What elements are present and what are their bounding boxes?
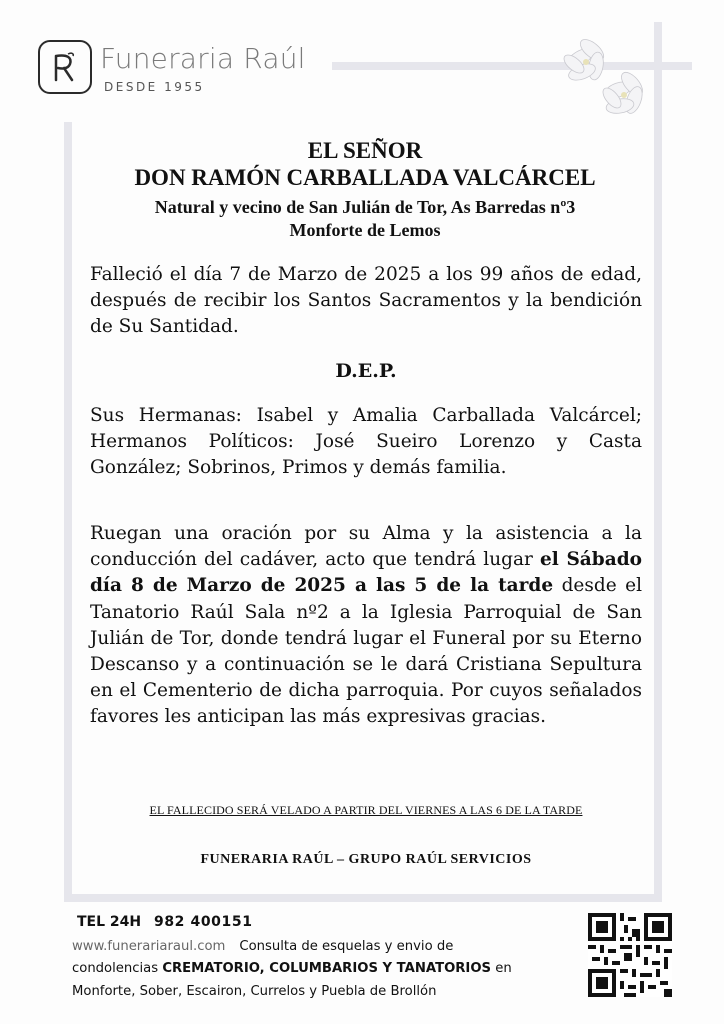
notice-title: EL SEÑOR: [307, 138, 423, 163]
brand-since: DESDE 1955: [104, 80, 205, 94]
ceremony-rest: desde el Tanatorio Raúl Sala nº2 a la Iglesia Parroquial de San Julián de Tor, donde tendrá lugar el Funeral por su Eterno Descanso y a continuación se le dará Cristiana Sepultura en el Cementerio de dicha parroquia. Por cuyos señalados favores les anticipan las más expresivas gracias.: [90, 575, 643, 728]
logo-mark-icon: [46, 48, 86, 88]
brand-name: Funeraria Raúl: [100, 42, 306, 75]
death-paragraph: Falleció el día 7 de Marzo de 2025 a los 99 años de edad, después de recibir los Santos Sacramentos y la bendición de Su Santidad.: [90, 264, 642, 337]
footer-line-2-post: en: [495, 961, 512, 976]
footer-line-2: [72, 961, 512, 976]
footer-locations: Monforte, Sober, Escairon, Currelos y Puebla de Brollón: [72, 984, 437, 999]
deceased-town: Monforte de Lemos: [289, 220, 441, 240]
family-paragraph: Sus Hermanas: Isabel y Amalia Carballada Valcárcel; Hermanos Políticos: José Sueiro Lorenzo y Casta González; Sobrinos, Primos y demás familia.: [90, 405, 642, 478]
dep-label: D.E.P.: [335, 360, 397, 382]
frame-right-line: [654, 22, 662, 902]
footer-line-2-pre: condolencias: [72, 961, 159, 976]
footer-line-1: [72, 939, 453, 954]
website-link[interactable]: www.funerariaraul.com: [72, 939, 226, 954]
deceased-name: DON RAMÓN CARBALLADA VALCÁRCEL: [134, 165, 596, 190]
brand-logo: [38, 40, 92, 94]
ceremony-intro: Ruegan una oración por su Alma y la asistencia a la conducción del cadáver, acto que tendrá lugar: [90, 523, 642, 571]
signature: FUNERARIA RAÚL – GRUPO RAÚL SERVICIOS: [200, 852, 532, 867]
footer-line-1-text: Consulta de esquelas y envio de: [239, 939, 454, 954]
footer-services: CREMATORIO, COLUMBARIOS Y TANATORIOS: [162, 961, 492, 976]
deceased-origin: Natural y vecino de San Julián de Tor, As Barredas nº3: [154, 197, 576, 217]
ceremony-paragraph: [90, 521, 642, 731]
wake-notice: EL FALLECIDO SERÁ VELADO A PARTIR DEL VIERNES A LAS 6 DE LA TARDE: [149, 803, 583, 817]
tel-label: TEL 24H: [77, 914, 142, 930]
tel-number[interactable]: 982 400151: [154, 914, 253, 930]
qr-code-icon[interactable]: [588, 912, 672, 998]
ceremony-date: el Sábado día 8 de Marzo de 2025 a las 5 de la tarde: [90, 549, 642, 597]
flowers-icon: [540, 28, 660, 128]
frame-left-line: [64, 122, 72, 902]
frame-bottom-line: [64, 894, 662, 902]
